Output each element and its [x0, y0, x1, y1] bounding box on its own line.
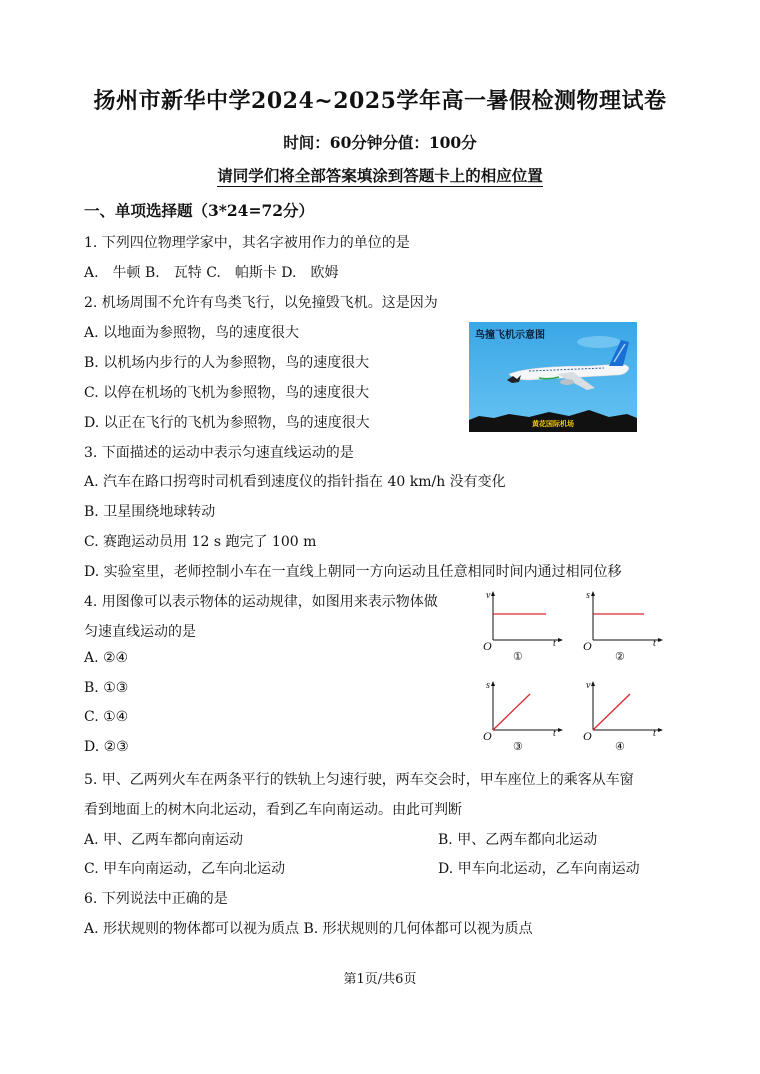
graph-4-origin: O [583, 729, 592, 743]
motion-graph-3 [478, 680, 568, 756]
graph-1-x-label: t [553, 638, 556, 649]
q4-option-c: C. ①④ [84, 709, 129, 725]
graph-3-line [493, 694, 530, 730]
illustration-caption: 鸟撞飞机示意图 [475, 330, 545, 341]
graph-3-x-label: t [553, 728, 556, 739]
graph-3-y-label: s [486, 680, 490, 691]
page-footer: 第1页/共6页 [343, 972, 417, 987]
q2-option-b: B. 以机场内步行的人为参照物，鸟的速度很大 [84, 355, 370, 371]
airplane-bird-drawing [469, 322, 637, 432]
q3-option-a: A. 汽车在路口拐弯时司机看到速度仪的指针指在 40 km/h 没有变化 [84, 474, 506, 490]
graph-2-origin: O [583, 639, 592, 653]
q5-option-b: B. 甲、乙两车都向北运动 [438, 832, 598, 848]
bird-strike-illustration [469, 322, 637, 432]
q4-option-a: A. ②④ [84, 650, 129, 666]
exam-meta: 时间：60分钟分值：100分 [283, 133, 477, 152]
q2-option-a: A. 以地面为参照物，鸟的速度很大 [84, 325, 300, 341]
q2-option-d: D. 以正在飞行的飞机为参照物，鸟的速度很大 [84, 415, 370, 431]
q2-stem: 2. 机场周围不允许有鸟类飞行，以免撞毁飞机。这是因为 [84, 295, 438, 311]
graph-2-y-label: s [586, 590, 590, 601]
q5-option-c: C. 甲车向南运动，乙车向北运动 [84, 861, 286, 877]
q6-options: A. 形状规则的物体都可以视为质点 B. 形状规则的几何体都可以视为质点 [84, 921, 533, 937]
graph-3-number: ③ [513, 740, 523, 753]
q4-option-d: D. ②③ [84, 739, 129, 755]
q1-stem: 1. 下列四位物理学家中，其名字被用作力的单位的是 [84, 235, 410, 251]
graph-4-y-label: v [586, 680, 591, 691]
q3-option-d: D. 实验室里，老师控制小车在一直线上朝同一方向运动且任意相同时间内通过相同位移 [84, 564, 622, 580]
q5-stem-line1: 5. 甲、乙两列火车在两条平行的铁轨上匀速行驶，两车交会时，甲车座位上的乘客从车窗 [84, 772, 634, 788]
q3-option-b: B. 卫星围绕地球转动 [84, 504, 216, 520]
exam-notice [0, 164, 760, 186]
motion-graph-2 [578, 590, 668, 666]
q3-stem: 3. 下面描述的运动中表示匀速直线运动的是 [84, 445, 354, 461]
q5-option-a: A. 甲、乙两车都向南运动 [84, 832, 244, 848]
page-title: 扬州市新华中学2024~2025学年高一暑假检测物理试卷 [93, 88, 667, 114]
q5-stem-line2: 看到地面上的树木向北运动，看到乙车向南运动。由此可判断 [84, 802, 462, 818]
q2-option-c: C. 以停在机场的飞机为参照物，鸟的速度很大 [84, 385, 370, 401]
section-heading: 一、单项选择题（3*24=72分） [84, 201, 315, 220]
graph-1-origin: O [483, 639, 492, 653]
graph-2-number: ② [615, 650, 625, 663]
notice-text: 请同学们将全部答案填涂到答题卡上的相应位置 [217, 166, 543, 185]
q6-stem: 6. 下列说法中正确的是 [84, 891, 228, 907]
graph-4-number: ④ [615, 740, 625, 753]
illustration-base-caption: 黄花国际机场 [532, 420, 574, 428]
q1-options: A. 牛顿 B. 瓦特 C. 帕斯卡 D. 欧姆 [84, 265, 339, 281]
graph-4-line [593, 694, 630, 730]
graph-1-y-label: v [486, 590, 491, 601]
q4-option-b: B. ①③ [84, 680, 129, 696]
q5-option-d: D. 甲车向北运动，乙车向南运动 [438, 861, 640, 877]
q4-stem-line2: 匀速直线运动的是 [84, 624, 196, 640]
q3-option-c: C. 赛跑运动员用 12 s 跑完了 100 m [84, 534, 317, 550]
graph-1-number: ① [513, 650, 523, 663]
graph-2-x-label: t [653, 638, 656, 649]
graph-4-x-label: t [653, 728, 656, 739]
motion-graph-1 [478, 590, 568, 666]
graph-3-origin: O [483, 729, 492, 743]
motion-graph-4 [578, 680, 668, 756]
q4-stem-line1: 4. 用图像可以表示物体的运动规律，如图用来表示物体做 [84, 594, 438, 610]
